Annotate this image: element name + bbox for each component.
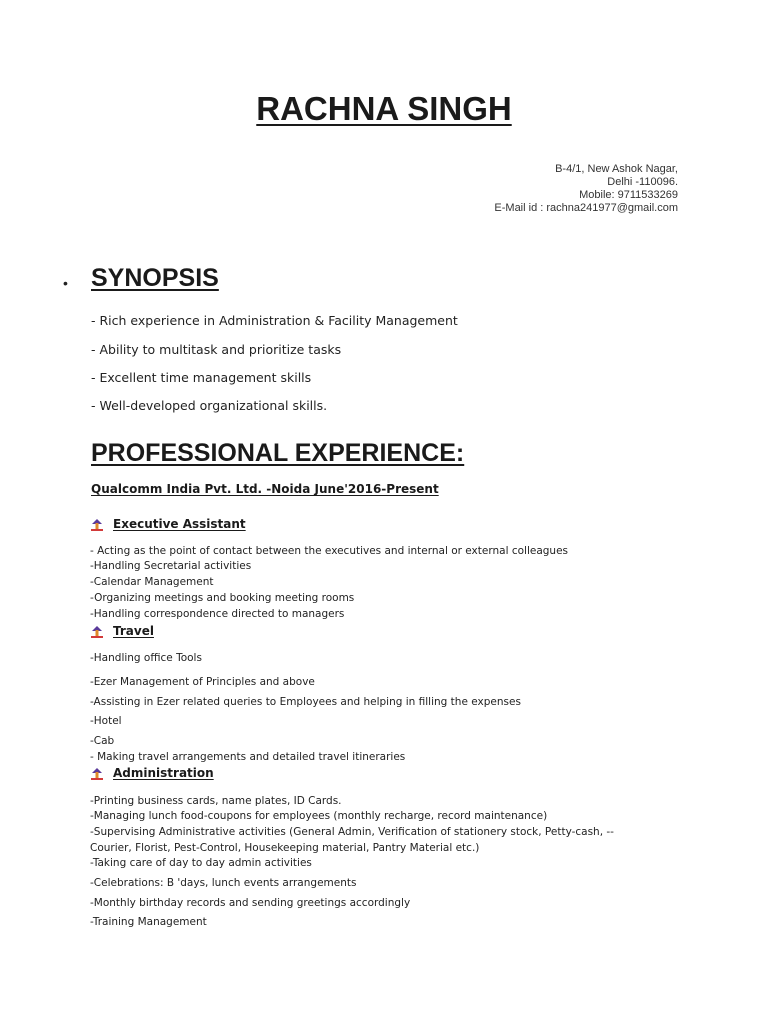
list-item: -Managing lunch food-coupons for employees (monthly recharge, record maintenance) xyxy=(90,810,548,822)
synopsis-heading: SYNOPSIS xyxy=(91,264,219,292)
list-item: -Printing business cards, name plates, ID Cards. xyxy=(90,795,342,807)
email-line: E-Mail id : rachna241977@gmail.com xyxy=(494,202,678,214)
company-line: Qualcomm India Pvt. Ltd. -Noida June'2016-Present xyxy=(91,482,439,496)
mobile-line: Mobile: 9711533269 xyxy=(579,189,678,201)
synopsis-item: - Well-developed organizational skills. xyxy=(91,398,328,413)
list-item: -Handling Secretarial activities xyxy=(90,560,252,572)
experience-heading: PROFESSIONAL EXPERIENCE: xyxy=(91,439,465,467)
list-item: - Making travel arrangements and detailed travel itineraries xyxy=(90,751,406,763)
list-item: -Ezer Management of Principles and above xyxy=(90,676,315,688)
address-line-1: B-4/1, New Ashok Nagar, xyxy=(555,163,678,175)
candidate-name: RACHNA SINGH xyxy=(256,90,512,127)
arrow-bullet-icon xyxy=(90,625,104,639)
synopsis-item: - Ability to multitask and prioritize tasks xyxy=(91,342,342,357)
address-line-2: Delhi -110096. xyxy=(607,176,678,188)
arrow-bullet-icon xyxy=(90,518,104,532)
synopsis-item: - Rich experience in Administration & Facility Management xyxy=(91,313,458,328)
section-title-executive-assistant: Executive Assistant xyxy=(113,517,246,531)
list-item: -Handling office Tools xyxy=(90,652,202,664)
synopsis-item: - Excellent time management skills xyxy=(91,370,312,385)
list-item: -Celebrations: B 'days, lunch events arrangements xyxy=(90,877,357,889)
list-item: -Handling correspondence directed to managers xyxy=(90,608,345,620)
list-item: -Supervising Administrative activities (General Admin, Verification of stationery stock, Petty-cash, -- xyxy=(90,826,614,838)
list-item: -Hotel xyxy=(90,715,122,727)
list-item: -Assisting in Ezer related queries to Employees and helping in filling the expenses xyxy=(90,696,521,708)
list-item: -Training Management xyxy=(90,916,207,928)
list-item: -Organizing meetings and booking meeting rooms xyxy=(90,592,355,604)
list-item: - Acting as the point of contact between the executives and internal or external colleagues xyxy=(90,545,569,557)
list-item: -Taking care of day to day admin activities xyxy=(90,857,312,869)
list-item: -Calendar Management xyxy=(90,576,214,588)
section-title-administration: Administration xyxy=(113,766,214,780)
arrow-bullet-icon xyxy=(90,767,104,781)
section-title-travel: Travel xyxy=(113,624,154,638)
list-item: -Cab xyxy=(90,735,115,747)
list-item: Courier, Florist, Pest-Control, Housekeeping material, Pantry Material etc.) xyxy=(90,842,480,854)
list-item: -Monthly birthday records and sending greetings accordingly xyxy=(90,897,411,909)
synopsis-bullet: • xyxy=(63,275,68,291)
